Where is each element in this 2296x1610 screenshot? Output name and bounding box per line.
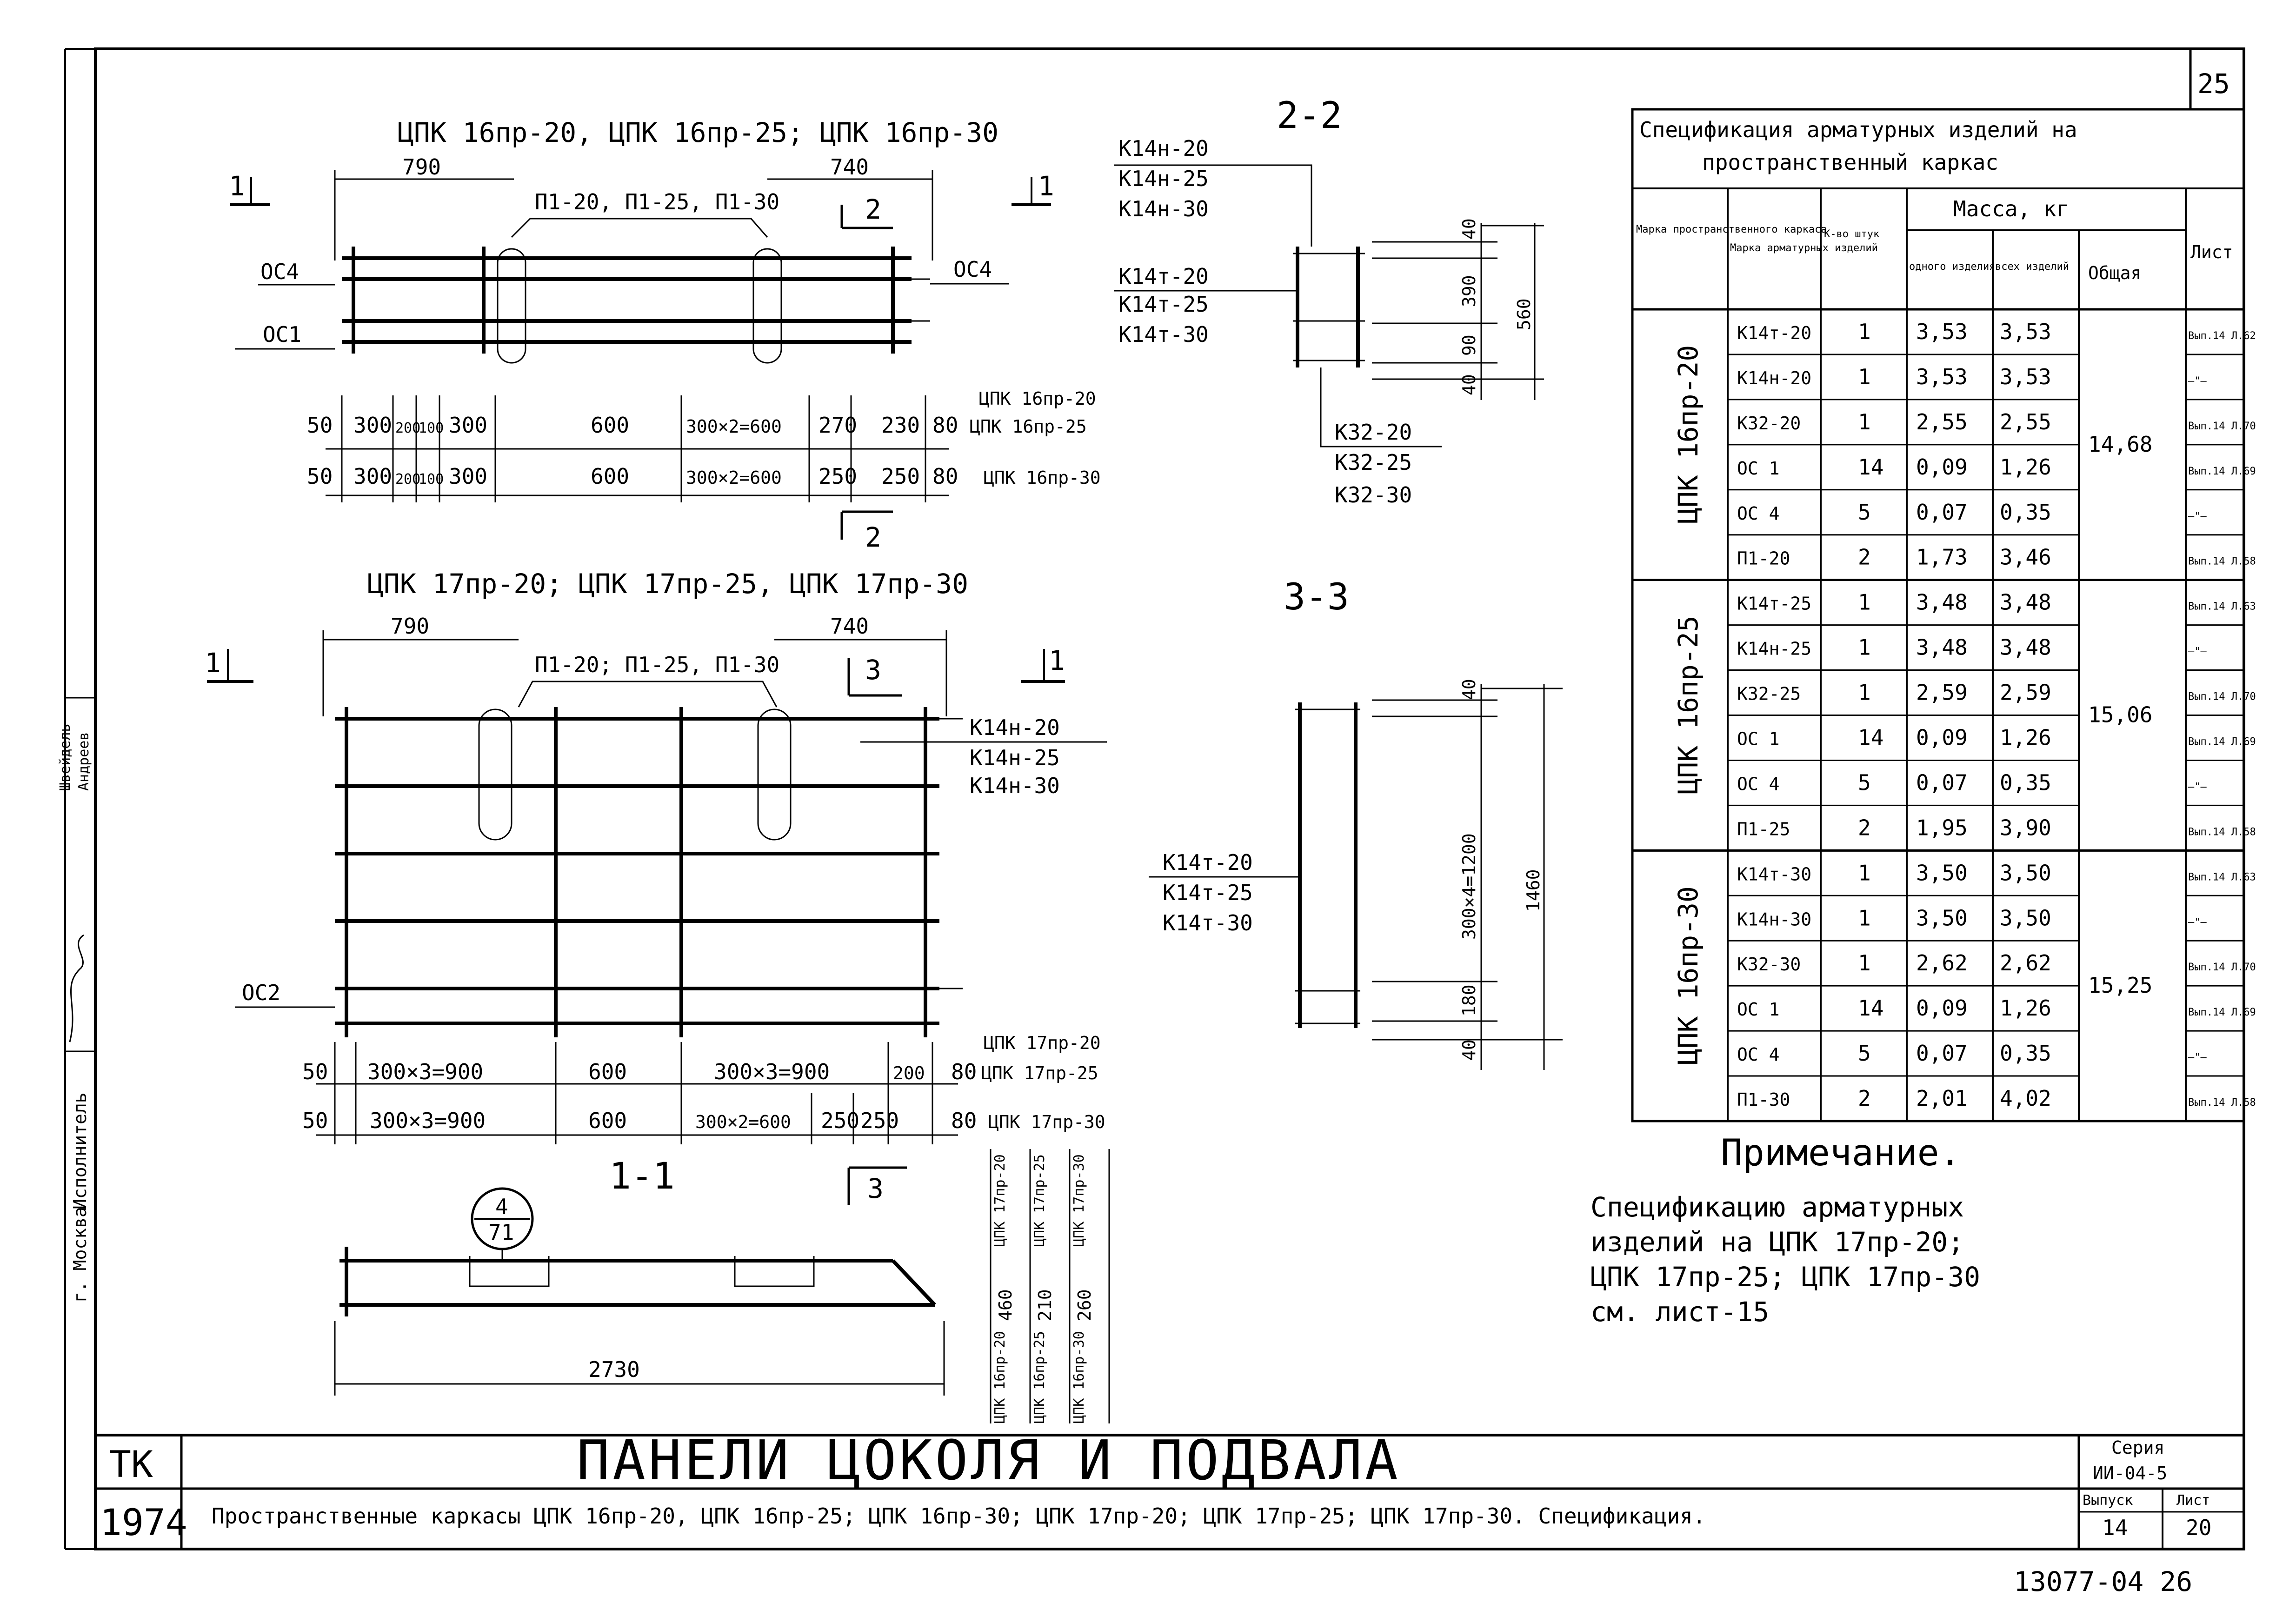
section-22-dim: 40 xyxy=(1459,218,1479,240)
spec-cell-all: 2,59 xyxy=(2000,680,2051,705)
spec-cell-all: 3,48 xyxy=(2000,635,2051,660)
plan-top-row2-cell: 300 xyxy=(353,464,393,489)
spec-cell-sheet: Вып.14 Л.58 xyxy=(2188,826,2256,838)
spec-cell-all: 3,50 xyxy=(2000,905,2051,931)
spec-cell-all: 1,26 xyxy=(2000,725,2051,750)
spec-cell-one: 0,09 xyxy=(1916,454,1968,480)
plan-top-row1-cell: 80 xyxy=(932,413,958,438)
plan-top-cut2-label: 2 xyxy=(865,194,881,225)
plan-top-row1-cell: 270 xyxy=(819,413,858,438)
plan-bottom-row1-label-b: ЦПК 17пр-25 xyxy=(981,1063,1098,1083)
plan-bottom-row2-cell: 80 xyxy=(951,1108,977,1133)
plan-top-row1-label-a: ЦПК 16пр-20 xyxy=(979,388,1096,409)
spec-cell-sheet: Вып.14 Л.63 xyxy=(2188,871,2256,883)
plan-top-row1-cell: 300×2=600 xyxy=(686,416,782,437)
spec-cell-one: 2,62 xyxy=(1916,950,1968,976)
plan-top-oc4-left: ОС4 xyxy=(260,259,299,284)
plan-top xyxy=(229,117,1101,553)
note-line: изделий на ЦПК 17пр-20; xyxy=(1591,1226,1964,1258)
section-22-label-n: К14н-25 xyxy=(1118,166,1209,191)
spec-cell-qty: 5 xyxy=(1858,770,1871,795)
spec-cell-one: 1,73 xyxy=(1916,544,1968,570)
plan-bottom-row1-cell: 300×3=900 xyxy=(367,1059,484,1084)
plan-top-title: ЦПК 16пр-20, ЦПК 16пр-25; ЦПК 16пр-30 xyxy=(398,117,999,148)
margin-performer: Исполнитель xyxy=(70,1092,90,1209)
plan-bottom-row1-cell: 600 xyxy=(588,1059,627,1084)
spec-cell-qty: 5 xyxy=(1858,1041,1871,1066)
spec-header-mark-frame: Марка пространственного каркаса xyxy=(1636,224,1827,235)
spec-cell-qty: 14 xyxy=(1858,725,1884,750)
spec-cell-sheet: —"— xyxy=(2188,646,2207,658)
plan-bottom-row2-cell: 250 xyxy=(860,1108,899,1133)
spec-header-mass-total: Общая xyxy=(2088,263,2142,283)
section-33-title: 3-3 xyxy=(1284,576,1349,618)
plan-top-row1-cell: 100 xyxy=(419,420,444,436)
spec-cell-qty: 2 xyxy=(1858,544,1871,570)
section-11-height-label-bottom: ЦПК 16пр-20 xyxy=(992,1331,1008,1423)
spec-cell-all: 3,53 xyxy=(2000,364,2051,389)
title-block-issue: 14 xyxy=(2102,1515,2128,1540)
spec-cell-all: 3,48 xyxy=(2000,589,2051,615)
spec-cell-sheet: Вып.14 Л.58 xyxy=(2188,555,2256,568)
spec-cell-all: 3,46 xyxy=(2000,544,2051,570)
section-22-label-t: К14т-25 xyxy=(1118,292,1209,317)
spec-cell-all: 3,90 xyxy=(2000,815,2051,841)
section-33-dim: 40 xyxy=(1459,679,1479,700)
note-line: Спецификацию арматурных xyxy=(1591,1191,1964,1223)
left-margin xyxy=(57,698,95,1303)
spec-cell-item: ОС 1 xyxy=(1737,999,1780,1020)
section-22-dim: 40 xyxy=(1459,374,1479,395)
spec-cell-qty: 1 xyxy=(1858,635,1871,660)
spec-cell-sheet: Вып.14 Л.62 xyxy=(2188,330,2256,342)
plan-bottom-mesh-label: К14н-25 xyxy=(970,745,1060,770)
spec-cell-one: 3,50 xyxy=(1916,860,1968,886)
spec-cell-all: 0,35 xyxy=(2000,1041,2051,1066)
plan-top-row2-label: ЦПК 16пр-30 xyxy=(984,468,1101,488)
section-33-label-t: К14т-25 xyxy=(1163,880,1253,905)
spec-cell-item: К14н-20 xyxy=(1737,367,1812,388)
section-22-label-k32: К32-30 xyxy=(1335,482,1412,508)
plan-bottom-row2-label: ЦПК 17пр-30 xyxy=(988,1112,1105,1132)
plan-top-oc1: ОС1 xyxy=(263,322,302,347)
plan-bottom-oc2: ОС2 xyxy=(242,980,281,1005)
section-22-label-t: К14т-30 xyxy=(1118,322,1209,347)
spec-cell-one: 0,07 xyxy=(1916,499,1968,525)
plan-top-cut1-left: 1 xyxy=(229,170,245,202)
section-11-length: 2730 xyxy=(588,1357,640,1382)
plan-bottom-row1-cell: 50 xyxy=(302,1059,328,1084)
plan-top-loops-label: П1-20, П1-25, П1-30 xyxy=(535,189,780,214)
spec-cell-sheet: —"— xyxy=(2188,510,2207,522)
spec-cell-sheet: Вып.14 Л.70 xyxy=(2188,691,2256,703)
note-line: см. лист-15 xyxy=(1591,1296,1770,1328)
spec-cell-item: К32-30 xyxy=(1737,954,1801,975)
section-22-label-t: К14т-20 xyxy=(1118,264,1209,289)
spec-cell-sheet: Вып.14 Л.69 xyxy=(2188,736,2256,748)
spec-cell-one: 0,09 xyxy=(1916,725,1968,750)
note xyxy=(1591,1132,1980,1328)
plan-top-row1-cell: 50 xyxy=(307,413,333,438)
spec-cell-item: ОС 4 xyxy=(1737,503,1780,524)
spec-header-mass: Масса, кг xyxy=(1953,196,2070,221)
spec-cell-qty: 2 xyxy=(1858,815,1871,841)
title-block xyxy=(95,1428,2244,1549)
plan-bottom xyxy=(205,568,1107,1205)
plan-bottom-row1-cell: 200 xyxy=(893,1063,925,1083)
signature xyxy=(70,935,84,1042)
spec-cell-one: 2,01 xyxy=(1916,1086,1968,1111)
section-22-dim: 390 xyxy=(1459,275,1479,307)
spec-cell-all: 0,35 xyxy=(2000,499,2051,525)
section-33-dim: 300×4=1200 xyxy=(1459,833,1479,940)
plan-bottom-row1-label-a: ЦПК 17пр-20 xyxy=(984,1033,1101,1053)
spec-cell-one: 0,07 xyxy=(1916,770,1968,795)
section-33-label-t: К14т-20 xyxy=(1163,850,1253,875)
plan-bottom-row2-cell: 600 xyxy=(588,1108,627,1133)
spec-cell-all: 1,26 xyxy=(2000,454,2051,480)
spec-cell-all: 1,26 xyxy=(2000,995,2051,1021)
plan-bottom-row1-cell: 80 xyxy=(951,1059,977,1084)
margin-name2: Андреев xyxy=(76,732,92,791)
spec-table xyxy=(1632,109,2256,1121)
plan-bottom-cut3-label: 3 xyxy=(865,654,881,686)
spec-cell-item: К14н-30 xyxy=(1737,909,1812,930)
sheet-number: 25 xyxy=(2197,68,2230,100)
spec-cell-item: К14т-30 xyxy=(1737,864,1812,885)
spec-cell-one: 2,59 xyxy=(1916,680,1968,705)
plan-top-row1-cell: 600 xyxy=(591,413,630,438)
note-title: Примечание. xyxy=(1721,1132,1961,1174)
section-11-height-value: 460 xyxy=(995,1289,1016,1321)
section-22-dim: 90 xyxy=(1459,334,1479,356)
title-block-sheet: 20 xyxy=(2186,1515,2212,1540)
title-block-title: ПАНЕЛИ ЦОКОЛЯ И ПОДВАЛА xyxy=(577,1428,1401,1492)
spec-rows xyxy=(1632,319,2256,1111)
plan-bottom-cut1-left: 1 xyxy=(205,647,221,679)
section-33-dim: 180 xyxy=(1459,984,1479,1016)
spec-header-sheet: Лист xyxy=(2190,242,2233,262)
section-33-label-t: К14т-30 xyxy=(1163,910,1253,935)
spec-cell-sheet: —"— xyxy=(2188,375,2207,387)
plan-top-dim-790: 790 xyxy=(402,154,441,180)
spec-cell-item: ОС 4 xyxy=(1737,1044,1780,1065)
plan-top-row2-cell: 300×2=600 xyxy=(686,468,782,488)
spec-title-line2: пространственный каркас xyxy=(1702,150,1998,175)
plan-top-row2-cell: 80 xyxy=(932,464,958,489)
section-22-label-k32: К32-20 xyxy=(1335,420,1412,445)
section-22-label-n: К14н-20 xyxy=(1118,136,1209,161)
spec-cell-qty: 1 xyxy=(1858,589,1871,615)
spec-frame-mark: ЦПК 16пр-30 xyxy=(1672,886,1704,1065)
spec-cell-all: 0,35 xyxy=(2000,770,2051,795)
plan-top-row1-cell: 300 xyxy=(449,413,488,438)
section-11-height-value: 260 xyxy=(1074,1289,1095,1321)
note-line: ЦПК 17пр-25; ЦПК 17пр-30 xyxy=(1591,1261,1981,1293)
section-22-label-n: К14н-30 xyxy=(1118,196,1209,221)
section-11-ref-bottom: 71 xyxy=(488,1220,514,1245)
spec-cell-qty: 1 xyxy=(1858,860,1871,886)
spec-cell-sheet: Вып.14 Л.58 xyxy=(2188,1097,2256,1109)
plan-bottom-dim-740: 740 xyxy=(830,614,869,639)
spec-cell-item: К14н-25 xyxy=(1737,638,1812,659)
spec-cell-one: 3,53 xyxy=(1916,364,1968,389)
section-22-total: 560 xyxy=(1514,298,1534,330)
spec-cell-one: 3,48 xyxy=(1916,635,1968,660)
spec-cell-one: 3,50 xyxy=(1916,905,1968,931)
spec-cell-item: П1-30 xyxy=(1737,1089,1790,1110)
plan-bottom-row2-cell: 250 xyxy=(821,1108,860,1133)
spec-cell-one: 0,09 xyxy=(1916,995,1968,1021)
section-11-height-label-bottom: ЦПК 16пр-25 xyxy=(1032,1331,1048,1423)
title-block-series: ИИ-04-5 xyxy=(2093,1463,2168,1483)
plan-top-row1-cell: 200 xyxy=(395,420,421,436)
section-3-3 xyxy=(1149,576,1563,1070)
plan-bottom-mesh-label: К14н-30 xyxy=(970,773,1060,798)
plan-bottom-row2-cell: 50 xyxy=(302,1108,328,1133)
spec-cell-qty: 5 xyxy=(1858,499,1871,525)
title-block-subtitle: Пространственные каркасы ЦПК 16пр-20, ЦПК 16пр-25; ЦПК 16пр-30; ЦПК 17пр-20; ЦПК 17пр-25; ЦПК 17пр-30. Спецификация. xyxy=(212,1503,1706,1529)
plan-top-cut2-bottom: 2 xyxy=(865,521,881,553)
spec-cell-item: К32-20 xyxy=(1737,413,1801,434)
spec-cell-all: 2,55 xyxy=(2000,409,2051,434)
spec-header-qty: К-во штук xyxy=(1824,228,1880,240)
plan-bottom-loops-label: П1-20; П1-25, П1-30 xyxy=(535,652,780,677)
margin-name1: Швейдель xyxy=(57,723,73,791)
plan-top-row2-cell: 300 xyxy=(449,464,488,489)
sheet-stamp: 13077-04 26 xyxy=(2014,1566,2193,1597)
title-block-issue-label: Выпуск xyxy=(2083,1492,2133,1509)
spec-header-mass-one: одного изделия xyxy=(1909,261,1996,273)
section-11-ref-top: 4 xyxy=(495,1194,508,1219)
spec-cell-sheet: Вып.14 Л.70 xyxy=(2188,420,2256,432)
spec-cell-sheet: Вып.14 Л.69 xyxy=(2188,465,2256,477)
spec-cell-all: 3,53 xyxy=(2000,319,2051,344)
plan-top-row2-cell: 100 xyxy=(419,471,444,488)
spec-cell-qty: 1 xyxy=(1858,680,1871,705)
spec-cell-qty: 1 xyxy=(1858,409,1871,434)
spec-total-mass: 14,68 xyxy=(2088,431,2153,457)
title-block-series-label: Серия xyxy=(2111,1437,2165,1458)
plan-bottom-mesh-label: К14н-20 xyxy=(970,715,1060,740)
spec-cell-all: 3,50 xyxy=(2000,860,2051,886)
section-22-title: 2-2 xyxy=(1277,95,1342,137)
plan-top-dim-740: 740 xyxy=(830,154,869,180)
spec-cell-one: 2,55 xyxy=(1916,409,1968,434)
plan-top-row2-cell: 50 xyxy=(307,464,333,489)
spec-cell-qty: 1 xyxy=(1858,319,1871,344)
spec-cell-item: ОС 1 xyxy=(1737,728,1780,749)
section-11-title: 1-1 xyxy=(609,1156,675,1197)
plan-bottom-row2-cell: 300×3=900 xyxy=(370,1108,486,1133)
section-1-1 xyxy=(335,1149,1109,1423)
spec-cell-item: ОС 4 xyxy=(1737,774,1780,795)
spec-total-mass: 15,25 xyxy=(2088,973,2153,998)
section-11-height-label-top: ЦПК 17пр-30 xyxy=(1071,1154,1087,1247)
section-11-height-label-top: ЦПК 17пр-25 xyxy=(1032,1154,1048,1247)
section-2-2 xyxy=(1114,95,1544,508)
spec-cell-sheet: Вып.14 Л.70 xyxy=(2188,962,2256,974)
spec-cell-all: 4,02 xyxy=(2000,1086,2051,1111)
margin-city: г. Москва xyxy=(70,1207,90,1303)
spec-title-line1: Спецификация арматурных изделий на xyxy=(1639,117,2077,142)
plan-top-row1-label-b: ЦПК 16пр-25 xyxy=(970,416,1087,437)
plan-top-row2-cell: 600 xyxy=(591,464,630,489)
section-11-height-label-bottom: ЦПК 16пр-30 xyxy=(1071,1331,1087,1423)
spec-cell-qty: 1 xyxy=(1858,905,1871,931)
spec-cell-sheet: —"— xyxy=(2188,1052,2207,1064)
plan-bottom-cut3-bottom: 3 xyxy=(867,1173,884,1204)
plan-bottom-dim-790: 790 xyxy=(391,614,430,639)
spec-cell-item: П1-20 xyxy=(1737,548,1790,569)
spec-cell-all: 2,62 xyxy=(2000,950,2051,976)
plan-top-oc4-right: ОС4 xyxy=(953,257,992,282)
plan-top-row1-cell: 300 xyxy=(353,413,393,438)
spec-cell-qty: 1 xyxy=(1858,950,1871,976)
plan-top-cut1-right: 1 xyxy=(1038,170,1054,202)
plan-bottom-cut1-right: 1 xyxy=(1049,645,1065,676)
title-block-year: 1974 xyxy=(100,1502,187,1544)
plan-top-row2-cell: 250 xyxy=(881,464,920,489)
section-33-dim: 40 xyxy=(1459,1039,1479,1061)
spec-cell-sheet: —"— xyxy=(2188,781,2207,793)
title-block-sheet-label: Лист xyxy=(2176,1492,2210,1509)
plan-top-row2-cell: 200 xyxy=(395,471,421,488)
spec-cell-item: К32-25 xyxy=(1737,683,1801,704)
section-22-label-k32: К32-25 xyxy=(1335,450,1412,475)
plan-bottom-row2-cell: 300×2=600 xyxy=(695,1112,791,1132)
spec-cell-item: К14т-25 xyxy=(1737,593,1812,614)
section-11-height-label-top: ЦПК 17пр-20 xyxy=(992,1154,1008,1247)
spec-frame-mark: ЦПК 16пр-20 xyxy=(1672,345,1704,524)
spec-cell-sheet: Вып.14 Л.69 xyxy=(2188,1007,2256,1019)
spec-cell-one: 3,48 xyxy=(1916,589,1968,615)
plan-bottom-title: ЦПК 17пр-20; ЦПК 17пр-25, ЦПК 17пр-30 xyxy=(367,568,969,600)
title-block-org: ТК xyxy=(109,1444,153,1486)
spec-cell-sheet: —"— xyxy=(2188,916,2207,929)
plan-top-row2-cell: 250 xyxy=(819,464,858,489)
plan-top-row1-cell: 230 xyxy=(881,413,920,438)
section-11-height-value: 210 xyxy=(1035,1289,1055,1321)
spec-cell-one: 0,07 xyxy=(1916,1041,1968,1066)
spec-cell-qty: 1 xyxy=(1858,364,1871,389)
spec-cell-one: 3,53 xyxy=(1916,319,1968,344)
spec-cell-one: 1,95 xyxy=(1916,815,1968,841)
spec-cell-sheet: Вып.14 Л.63 xyxy=(2188,601,2256,613)
spec-header-mass-all: всех изделий xyxy=(1995,261,2069,273)
plan-bottom-row1-cell: 300×3=900 xyxy=(714,1059,830,1084)
spec-cell-qty: 14 xyxy=(1858,995,1884,1021)
section-33-total: 1460 xyxy=(1523,869,1544,912)
spec-header-mark-item: Марка арматурных изделий xyxy=(1730,242,1878,254)
spec-cell-qty: 2 xyxy=(1858,1086,1871,1111)
spec-cell-item: К14т-20 xyxy=(1737,322,1812,343)
spec-cell-item: П1-25 xyxy=(1737,819,1790,840)
spec-cell-qty: 14 xyxy=(1858,454,1884,480)
spec-cell-item: ОС 1 xyxy=(1737,458,1780,479)
spec-total-mass: 15,06 xyxy=(2088,702,2153,728)
spec-frame-mark: ЦПК 16пр-25 xyxy=(1672,615,1704,795)
